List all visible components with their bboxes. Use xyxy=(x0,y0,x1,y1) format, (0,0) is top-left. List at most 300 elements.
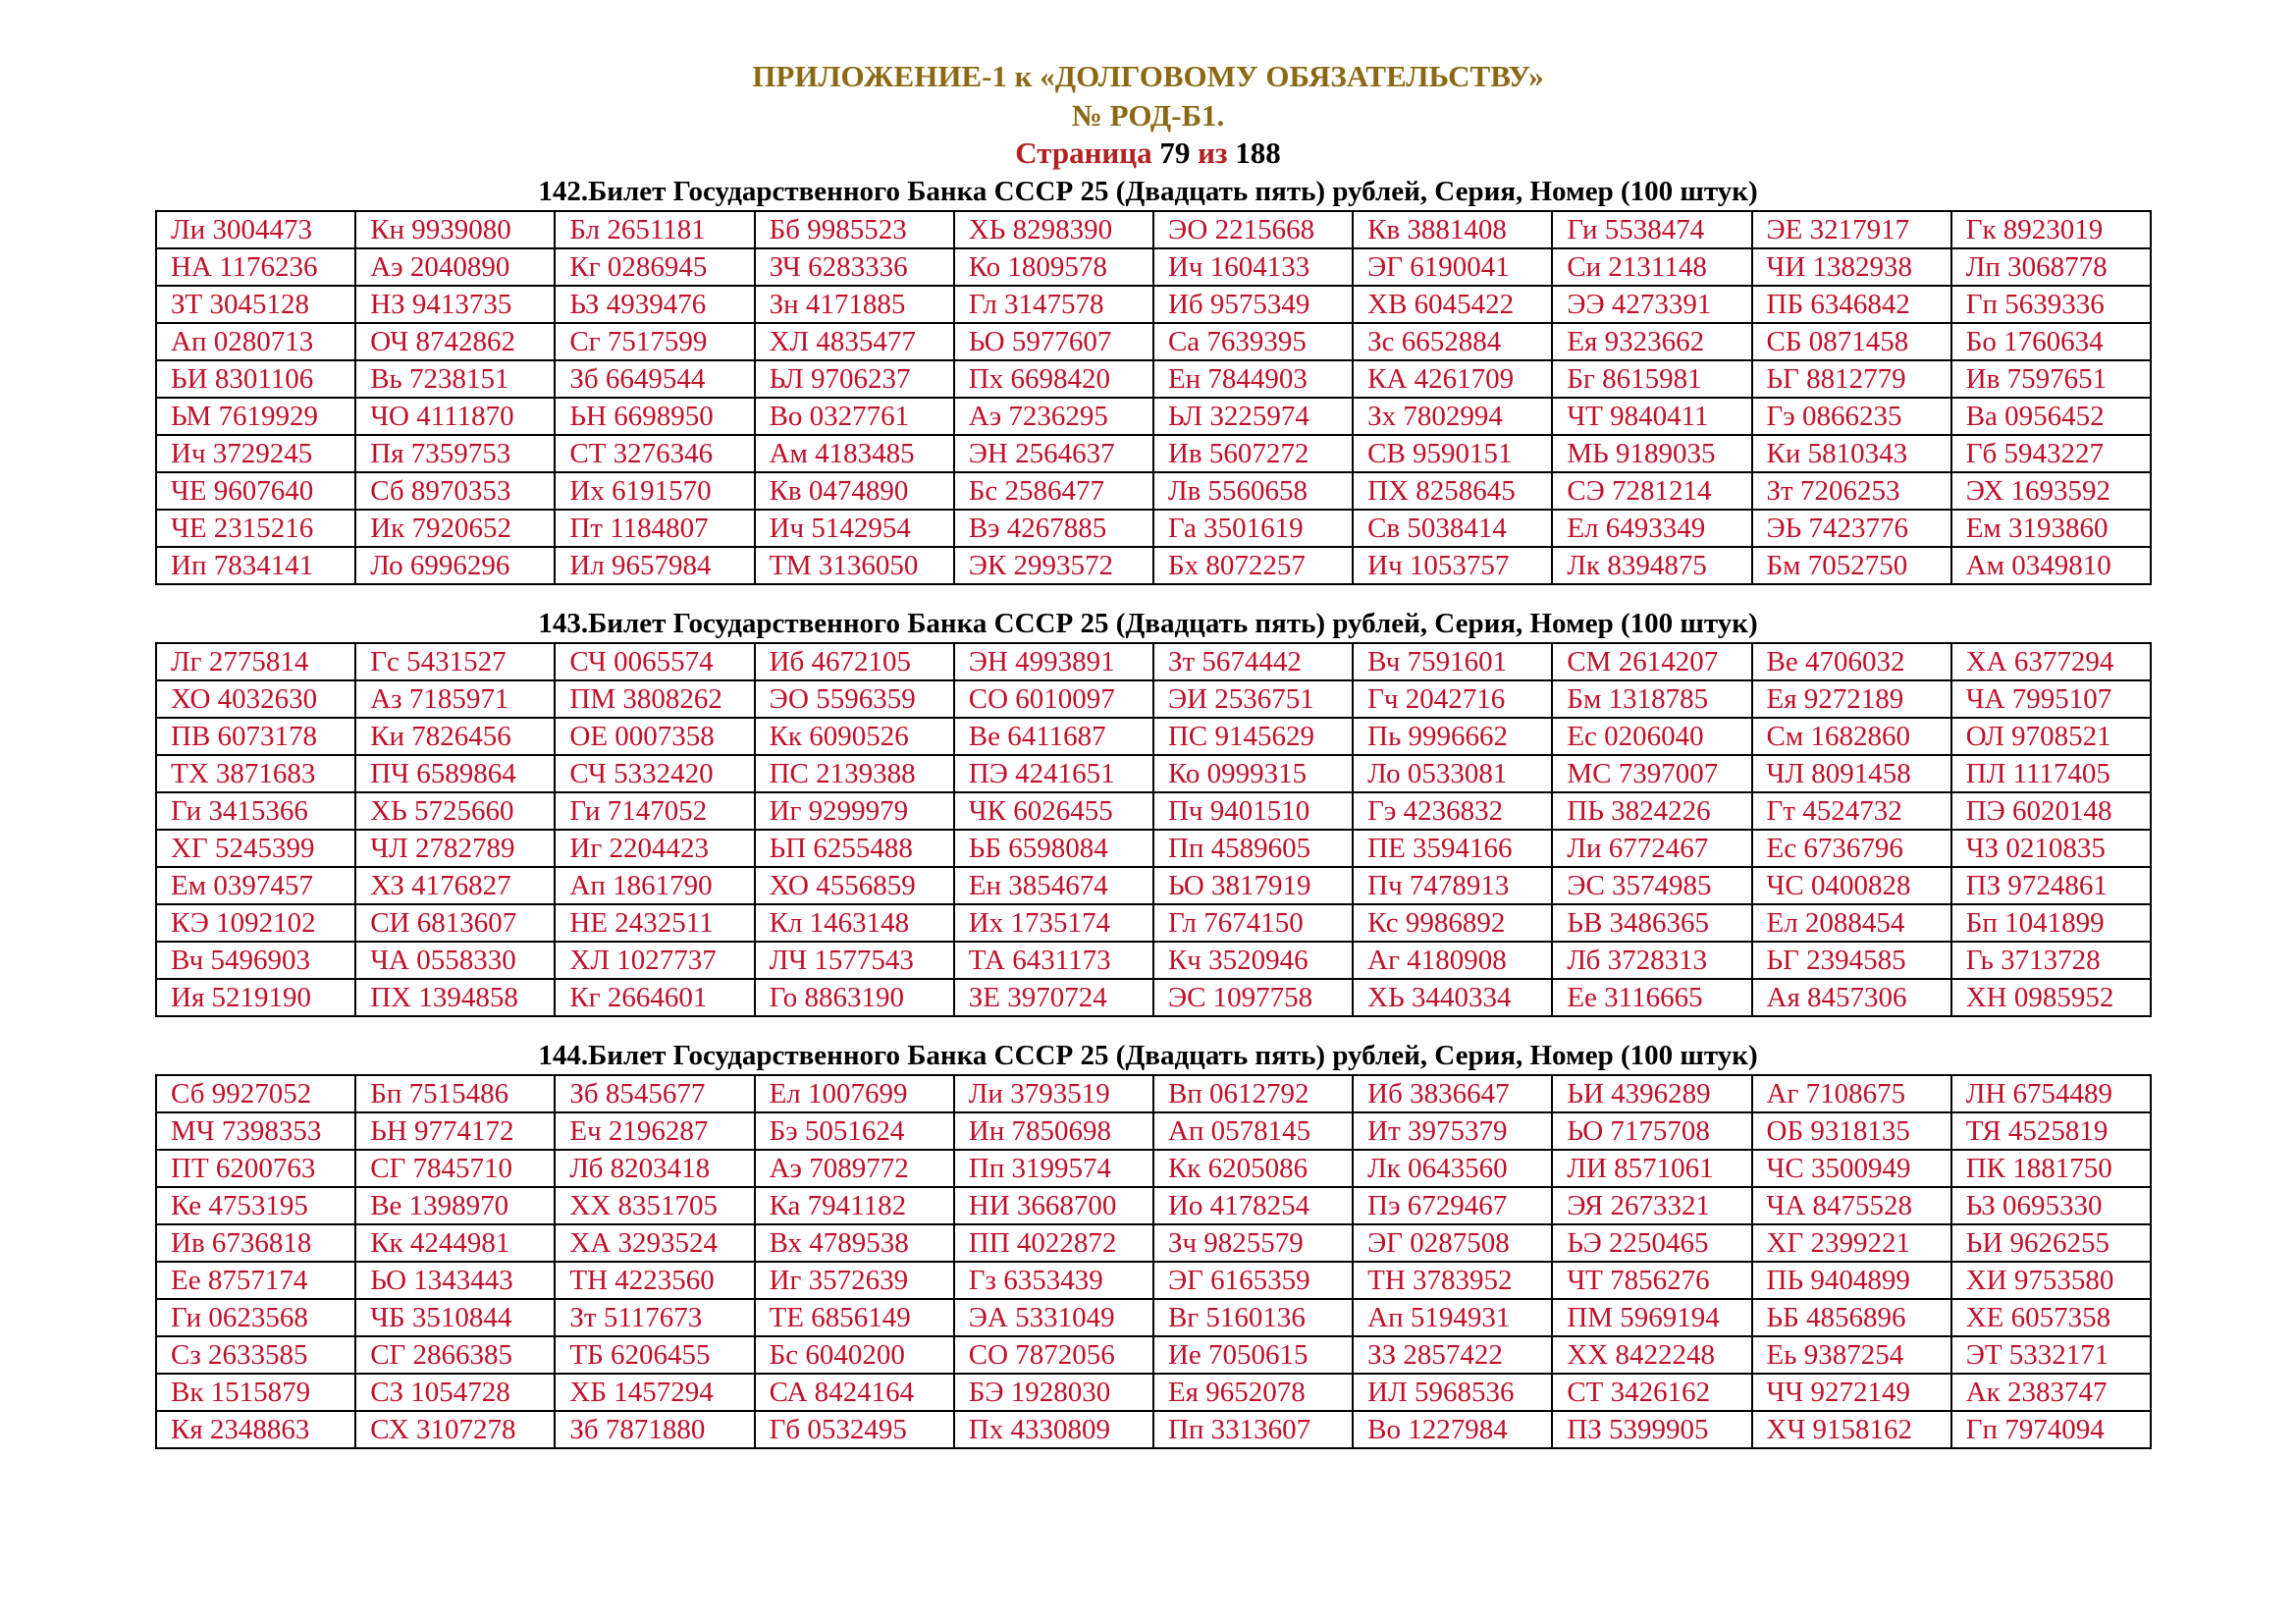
serial-cell: ЛЧ 1577543 xyxy=(755,942,954,979)
serial-cell: ЬН 6698950 xyxy=(555,398,754,435)
serial-cell: Лг 2775814 xyxy=(156,643,355,680)
serial-cell: Кг 0286945 xyxy=(555,248,754,286)
serial-cell: БЭ 1928030 xyxy=(954,1374,1153,1411)
serial-cell: Гч 2042716 xyxy=(1353,680,1552,718)
serial-cell: Аэ 7236295 xyxy=(954,398,1153,435)
serial-cell: Гс 5431527 xyxy=(355,643,555,680)
serial-cell: Зт 7206253 xyxy=(1752,472,1951,510)
serial-cell: Ги 7147052 xyxy=(555,792,754,830)
serial-cell: ТЯ 4525819 xyxy=(1951,1112,2151,1150)
serial-cell: ЛИ 8571061 xyxy=(1552,1150,1751,1187)
serial-cell: СЭ 7281214 xyxy=(1552,472,1751,510)
serial-cell: Ло 0533081 xyxy=(1353,755,1552,792)
serial-cell: ЭА 5331049 xyxy=(954,1299,1153,1336)
table-row xyxy=(156,510,2151,547)
serial-cell: Св 5038414 xyxy=(1353,510,1552,547)
serial-cell: СГ 2866385 xyxy=(355,1336,555,1374)
serial-cell: СЧ 0065574 xyxy=(555,643,754,680)
serial-cell: Сз 2633585 xyxy=(156,1336,355,1374)
serial-cell: ПМ 3808262 xyxy=(555,680,754,718)
serial-cell: Ве 1398970 xyxy=(355,1187,555,1224)
serial-cell: Гл 3147578 xyxy=(954,286,1153,323)
serial-cell: Кв 3881408 xyxy=(1353,211,1552,248)
serial-table-144 xyxy=(155,1074,2152,1449)
table-row xyxy=(156,360,2151,398)
serial-cell: ЭО 2215668 xyxy=(1153,211,1353,248)
serial-cell: Вэ 4267885 xyxy=(954,510,1153,547)
serial-cell: ЭЭ 4273391 xyxy=(1552,286,1751,323)
serial-cell: Ин 7850698 xyxy=(954,1112,1153,1150)
serial-cell: ХГ 5245399 xyxy=(156,830,355,867)
serial-cell: Ак 2383747 xyxy=(1951,1374,2151,1411)
table-row xyxy=(156,323,2151,360)
serial-cell: Вч 7591601 xyxy=(1353,643,1552,680)
serial-cell: Бс 2586477 xyxy=(954,472,1153,510)
serial-cell: ЭТ 5332171 xyxy=(1951,1336,2151,1374)
serial-cell: Лк 0643560 xyxy=(1353,1150,1552,1187)
serial-cell: Ея 9272189 xyxy=(1752,680,1951,718)
serial-cell: Гп 5639336 xyxy=(1951,286,2151,323)
serial-cell: Ес 6736796 xyxy=(1752,830,1951,867)
table-row xyxy=(156,1187,2151,1224)
serial-cell: СЧ 5332420 xyxy=(555,755,754,792)
serial-cell: См 1682860 xyxy=(1752,718,1951,755)
serial-cell: ПП 4022872 xyxy=(954,1224,1153,1262)
serial-cell: Их 6191570 xyxy=(555,472,754,510)
serial-cell: ЬЛ 9706237 xyxy=(755,360,954,398)
serial-cell: ЬО 5977607 xyxy=(954,323,1153,360)
serial-cell: ЧА 8475528 xyxy=(1752,1187,1951,1224)
serial-cell: ЬВ 3486365 xyxy=(1552,904,1751,942)
serial-cell: ЬЭ 2250465 xyxy=(1552,1224,1751,1262)
serial-cell: Го 8863190 xyxy=(755,979,954,1016)
serial-cell: Ич 1053757 xyxy=(1353,547,1552,584)
table-row xyxy=(156,1299,2151,1336)
serial-cell: СО 6010097 xyxy=(954,680,1153,718)
serial-cell: ЬИ 9626255 xyxy=(1951,1224,2151,1262)
serial-cell: ЬБ 6598084 xyxy=(954,830,1153,867)
serial-cell: Гк 8923019 xyxy=(1951,211,2151,248)
serial-cell: ПХ 8258645 xyxy=(1353,472,1552,510)
serial-cell: Пч 7478913 xyxy=(1353,867,1552,904)
serial-cell: Ли 6772467 xyxy=(1552,830,1751,867)
serial-cell: Зт 5117673 xyxy=(555,1299,754,1336)
serial-cell: ПБ 6346842 xyxy=(1752,286,1951,323)
serial-cell: ОЧ 8742862 xyxy=(355,323,555,360)
serial-cell: Ее 3116665 xyxy=(1552,979,1751,1016)
serial-cell: Ип 7834141 xyxy=(156,547,355,584)
serial-cell: ЭГ 6165359 xyxy=(1153,1262,1353,1299)
serial-cell: ПЕ 3594166 xyxy=(1353,830,1552,867)
serial-cell: Ив 5607272 xyxy=(1153,435,1353,472)
serial-cell: ХЬ 3440334 xyxy=(1353,979,1552,1016)
serial-cell: НЕ 2432511 xyxy=(555,904,754,942)
serial-cell: Ам 0349810 xyxy=(1951,547,2151,584)
serial-cell: Ея 9323662 xyxy=(1552,323,1751,360)
serial-cell: ТХ 3871683 xyxy=(156,755,355,792)
serial-cell: ЬО 3817919 xyxy=(1153,867,1353,904)
serial-cell: ХО 4032630 xyxy=(156,680,355,718)
serial-cell: Еч 2196287 xyxy=(555,1112,754,1150)
serial-cell: Кя 2348863 xyxy=(156,1411,355,1448)
serial-cell: Бп 1041899 xyxy=(1951,904,2151,942)
serial-cell: Пт 1184807 xyxy=(555,510,754,547)
serial-cell: СЗ 1054728 xyxy=(355,1374,555,1411)
serial-cell: ХЛ 1027737 xyxy=(555,942,754,979)
serial-cell: ЬО 7175708 xyxy=(1552,1112,1751,1150)
table-row xyxy=(156,1374,2151,1411)
serial-cell: Иг 3572639 xyxy=(755,1262,954,1299)
serial-cell: Си 2131148 xyxy=(1552,248,1751,286)
serial-cell: ТН 4223560 xyxy=(555,1262,754,1299)
serial-cell: Лв 5560658 xyxy=(1153,472,1353,510)
serial-cell: Бм 1318785 xyxy=(1552,680,1751,718)
serial-cell: Ая 8457306 xyxy=(1752,979,1951,1016)
serial-cell: Вь 7238151 xyxy=(355,360,555,398)
serial-cell: ТН 3783952 xyxy=(1353,1262,1552,1299)
serial-cell: ЗЧ 6283336 xyxy=(755,248,954,286)
serial-cell: Бх 8072257 xyxy=(1153,547,1353,584)
serial-cell: СМ 2614207 xyxy=(1552,643,1751,680)
serial-cell: ТМ 3136050 xyxy=(755,547,954,584)
serial-cell: Ич 3729245 xyxy=(156,435,355,472)
serial-cell: Зн 4171885 xyxy=(755,286,954,323)
table-row xyxy=(156,1075,2151,1112)
serial-cell: КА 4261709 xyxy=(1353,360,1552,398)
serial-cell: Пя 7359753 xyxy=(355,435,555,472)
serial-cell: Ие 7050615 xyxy=(1153,1336,1353,1374)
serial-cell: Ес 0206040 xyxy=(1552,718,1751,755)
serial-cell: Ик 7920652 xyxy=(355,510,555,547)
serial-cell: ХЬ 8298390 xyxy=(954,211,1153,248)
serial-cell: Кв 0474890 xyxy=(755,472,954,510)
serial-cell: Ап 5194931 xyxy=(1353,1299,1552,1336)
serial-cell: ПЧ 6589864 xyxy=(355,755,555,792)
serial-cell: Ил 9657984 xyxy=(555,547,754,584)
serial-cell: ЬП 6255488 xyxy=(755,830,954,867)
serial-cell: НИ 3668700 xyxy=(954,1187,1153,1224)
serial-cell: ХЬ 5725660 xyxy=(355,792,555,830)
serial-cell: НА 1176236 xyxy=(156,248,355,286)
serial-cell: ЬЛ 3225974 xyxy=(1153,398,1353,435)
serial-cell: Гп 7974094 xyxy=(1951,1411,2151,1448)
table-row xyxy=(156,718,2151,755)
table-row xyxy=(156,1224,2151,1262)
table-row xyxy=(156,1112,2151,1150)
serial-cell: Аэ 7089772 xyxy=(755,1150,954,1187)
serial-cell: Кч 3520946 xyxy=(1153,942,1353,979)
serial-cell: ПС 2139388 xyxy=(755,755,954,792)
serial-cell: Во 0327761 xyxy=(755,398,954,435)
serial-cell: Кн 9939080 xyxy=(355,211,555,248)
serial-cell: Зч 9825579 xyxy=(1153,1224,1353,1262)
serial-cell: ЭН 2564637 xyxy=(954,435,1153,472)
serial-cell: Ко 0999315 xyxy=(1153,755,1353,792)
serial-cell: Зб 6649544 xyxy=(555,360,754,398)
serial-cell: ЬГ 8812779 xyxy=(1752,360,1951,398)
serial-cell: ПХ 1394858 xyxy=(355,979,555,1016)
serial-cell: СГ 7845710 xyxy=(355,1150,555,1187)
serial-cell: Ко 1809578 xyxy=(954,248,1153,286)
serial-cell: ХИ 9753580 xyxy=(1951,1262,2151,1299)
serial-cell: Ив 7597651 xyxy=(1951,360,2151,398)
serial-cell: ЭЕ 3217917 xyxy=(1752,211,1951,248)
serial-cell: ЬМ 7619929 xyxy=(156,398,355,435)
serial-cell: Ит 3975379 xyxy=(1353,1112,1552,1150)
serial-cell: Бэ 5051624 xyxy=(755,1112,954,1150)
serial-cell: Пп 4589605 xyxy=(1153,830,1353,867)
serial-cell: ЧС 3500949 xyxy=(1752,1150,1951,1187)
serial-cell: Лб 3728313 xyxy=(1552,942,1751,979)
serial-cell: Ея 9652078 xyxy=(1153,1374,1353,1411)
serial-cell: Аг 7108675 xyxy=(1752,1075,1951,1112)
serial-cell: ЬГ 2394585 xyxy=(1752,942,1951,979)
serial-cell: ИЛ 5968536 xyxy=(1353,1374,1552,1411)
serial-cell: Пч 9401510 xyxy=(1153,792,1353,830)
serial-cell: ЧА 0558330 xyxy=(355,942,555,979)
serial-cell: Ее 8757174 xyxy=(156,1262,355,1299)
serial-cell: ЬН 9774172 xyxy=(355,1112,555,1150)
serial-cell: ЬЗ 0695330 xyxy=(1951,1187,2151,1224)
serial-cell: Ли 3793519 xyxy=(954,1075,1153,1112)
serial-cell: Ги 3415366 xyxy=(156,792,355,830)
serial-cell: ЭО 5596359 xyxy=(755,680,954,718)
serial-cell: ХХ 8422248 xyxy=(1552,1336,1751,1374)
serial-cell: ХГ 2399221 xyxy=(1752,1224,1951,1262)
serial-cell: ТА 6431173 xyxy=(954,942,1153,979)
serial-cell: ЭИ 2536751 xyxy=(1153,680,1353,718)
serial-cell: Ел 2088454 xyxy=(1752,904,1951,942)
serial-cell: Бб 9985523 xyxy=(755,211,954,248)
table-row xyxy=(156,398,2151,435)
serial-cell: Ве 4706032 xyxy=(1752,643,1951,680)
page-total: 188 xyxy=(1235,135,1281,170)
serial-cell: Бм 7052750 xyxy=(1752,547,1951,584)
serial-cell: Вч 5496903 xyxy=(156,942,355,979)
serial-cell: Вх 4789538 xyxy=(755,1224,954,1262)
serial-cell: ЬО 1343443 xyxy=(355,1262,555,1299)
table-row xyxy=(156,211,2151,248)
serial-cell: ЬБ 4856896 xyxy=(1752,1299,1951,1336)
serial-cell: Ва 0956452 xyxy=(1951,398,2151,435)
serial-cell: ЭЬ 7423776 xyxy=(1752,510,1951,547)
serial-table-143 xyxy=(155,642,2152,1017)
serial-cell: Пп 3313607 xyxy=(1153,1411,1353,1448)
serial-cell: Ен 3854674 xyxy=(954,867,1153,904)
page-number: 79 xyxy=(1159,135,1191,170)
document-title: ПРИЛОЖЕНИЕ-1 к «ДОЛГОВОМУ ОБЯЗАТЕЛЬСТВУ» xyxy=(752,59,1544,93)
serial-cell: ОЕ 0007358 xyxy=(555,718,754,755)
serial-cell: ПЗ 9724861 xyxy=(1951,867,2151,904)
serial-cell: Са 7639395 xyxy=(1153,323,1353,360)
page-prefix: Страница xyxy=(1015,135,1160,170)
serial-cell: Кк 4244981 xyxy=(355,1224,555,1262)
serial-cell: Ио 4178254 xyxy=(1153,1187,1353,1224)
serial-table-142 xyxy=(155,210,2152,585)
serial-cell: Кс 9986892 xyxy=(1353,904,1552,942)
serial-cell: ХЕ 6057358 xyxy=(1951,1299,2151,1336)
serial-cell: ЧЛ 8091458 xyxy=(1752,755,1951,792)
serial-cell: Сг 7517599 xyxy=(555,323,754,360)
section-title-143: 143.Билет Государственного Банка СССР 25 (Двадцать пять) рублей, Серия, Номер (100 штук) xyxy=(538,608,1758,639)
serial-cell: Сб 9927052 xyxy=(156,1075,355,1112)
serial-cell: Гэ 4236832 xyxy=(1353,792,1552,830)
serial-cell: СИ 6813607 xyxy=(355,904,555,942)
serial-cell: Зх 7802994 xyxy=(1353,398,1552,435)
table-row xyxy=(156,472,2151,510)
serial-cell: ЧЛ 2782789 xyxy=(355,830,555,867)
serial-cell: Ве 6411687 xyxy=(954,718,1153,755)
serial-cell: ХВ 6045422 xyxy=(1353,286,1552,323)
serial-cell: Лп 3068778 xyxy=(1951,248,2151,286)
serial-cell: ПВ 6073178 xyxy=(156,718,355,755)
serial-cell: ХЗ 4176827 xyxy=(355,867,555,904)
serial-cell: Ки 5810343 xyxy=(1752,435,1951,472)
serial-cell: Ки 7826456 xyxy=(355,718,555,755)
serial-cell: ЧТ 7856276 xyxy=(1552,1262,1751,1299)
table-row xyxy=(156,792,2151,830)
serial-cell: Ги 5538474 xyxy=(1552,211,1751,248)
serial-cell: Зб 8545677 xyxy=(555,1075,754,1112)
table-row xyxy=(156,547,2151,584)
serial-cell: ЬИ 4396289 xyxy=(1552,1075,1751,1112)
serial-cell: Ам 4183485 xyxy=(755,435,954,472)
serial-cell: Гз 6353439 xyxy=(954,1262,1153,1299)
serial-cell: СВ 9590151 xyxy=(1353,435,1552,472)
serial-cell: ЭЯ 2673321 xyxy=(1552,1187,1751,1224)
serial-cell: Ли 3004473 xyxy=(156,211,355,248)
serial-cell: Бо 1760634 xyxy=(1951,323,2151,360)
serial-cell: ЗТ 3045128 xyxy=(156,286,355,323)
table-row xyxy=(156,755,2151,792)
serial-cell: ЧЕ 2315216 xyxy=(156,510,355,547)
serial-cell: Зт 5674442 xyxy=(1153,643,1353,680)
serial-cell: Ив 6736818 xyxy=(156,1224,355,1262)
serial-cell: Кк 6090526 xyxy=(755,718,954,755)
serial-cell: ПТ 6200763 xyxy=(156,1150,355,1187)
serial-cell: Пэ 6729467 xyxy=(1353,1187,1552,1224)
serial-cell: Иг 2204423 xyxy=(555,830,754,867)
serial-cell: ЭН 4993891 xyxy=(954,643,1153,680)
serial-cell: ЧС 0400828 xyxy=(1752,867,1951,904)
serial-cell: Ем 0397457 xyxy=(156,867,355,904)
serial-cell: Бп 7515486 xyxy=(355,1075,555,1112)
serial-cell: ОЛ 9708521 xyxy=(1951,718,2151,755)
serial-cell: ЧК 6026455 xyxy=(954,792,1153,830)
serial-cell: ХА 3293524 xyxy=(555,1224,754,1262)
serial-cell: Еь 9387254 xyxy=(1752,1336,1951,1374)
serial-cell: ПМ 5969194 xyxy=(1552,1299,1751,1336)
serial-cell: Гт 4524732 xyxy=(1752,792,1951,830)
serial-cell: Гэ 0866235 xyxy=(1752,398,1951,435)
serial-cell: Пп 3199574 xyxy=(954,1150,1153,1187)
serial-cell: ПЛ 1117405 xyxy=(1951,755,2151,792)
serial-cell: Иг 9299979 xyxy=(755,792,954,830)
page-middle: из xyxy=(1190,135,1236,170)
serial-cell: ЭК 2993572 xyxy=(954,547,1153,584)
serial-cell: ОБ 9318135 xyxy=(1752,1112,1951,1150)
serial-cell: ЬИ 8301106 xyxy=(156,360,355,398)
serial-cell: Ги 0623568 xyxy=(156,1299,355,1336)
table-row xyxy=(156,942,2151,979)
serial-cell: ПЭ 4241651 xyxy=(954,755,1153,792)
document-number: № РОД-Б1. xyxy=(1071,98,1225,133)
serial-cell: Пх 6698420 xyxy=(954,360,1153,398)
serial-cell: Сб 8970353 xyxy=(355,472,555,510)
serial-cell: Ап 1861790 xyxy=(555,867,754,904)
serial-cell: ХА 6377294 xyxy=(1951,643,2151,680)
serial-cell: ПК 1881750 xyxy=(1951,1150,2151,1187)
serial-cell: Ия 5219190 xyxy=(156,979,355,1016)
serial-cell: ХО 4556859 xyxy=(755,867,954,904)
table-row xyxy=(156,904,2151,942)
serial-cell: Лб 8203418 xyxy=(555,1150,754,1187)
table-row xyxy=(156,979,2151,1016)
serial-cell: Пх 4330809 xyxy=(954,1411,1153,1448)
serial-cell: ЧЧ 9272149 xyxy=(1752,1374,1951,1411)
serial-cell: ЧТ 9840411 xyxy=(1552,398,1751,435)
serial-cell: Аэ 2040890 xyxy=(355,248,555,286)
table-row xyxy=(156,248,2151,286)
serial-cell: ЧА 7995107 xyxy=(1951,680,2151,718)
serial-cell: Ке 4753195 xyxy=(156,1187,355,1224)
serial-cell: СА 8424164 xyxy=(755,1374,954,1411)
serial-cell: СТ 3276346 xyxy=(555,435,754,472)
serial-cell: СТ 3426162 xyxy=(1552,1374,1751,1411)
serial-cell: Вп 0612792 xyxy=(1153,1075,1353,1112)
serial-cell: Иб 9575349 xyxy=(1153,286,1353,323)
table-row xyxy=(156,1262,2151,1299)
serial-cell: Зб 7871880 xyxy=(555,1411,754,1448)
serial-cell: Ич 1604133 xyxy=(1153,248,1353,286)
table-row xyxy=(156,1336,2151,1374)
serial-cell: Аз 7185971 xyxy=(355,680,555,718)
serial-cell: ХЧ 9158162 xyxy=(1752,1411,1951,1448)
serial-cell: ЧО 4111870 xyxy=(355,398,555,435)
serial-cell: ПЭ 6020148 xyxy=(1951,792,2151,830)
serial-cell: Ап 0280713 xyxy=(156,323,355,360)
serial-cell: ЧИ 1382938 xyxy=(1752,248,1951,286)
serial-cell: ЭХ 1693592 xyxy=(1951,472,2151,510)
serial-cell: Ен 7844903 xyxy=(1153,360,1353,398)
table-row xyxy=(156,1411,2151,1448)
serial-cell: ХБ 1457294 xyxy=(555,1374,754,1411)
serial-cell: Во 1227984 xyxy=(1353,1411,1552,1448)
serial-cell: ХН 0985952 xyxy=(1951,979,2151,1016)
serial-cell: МС 7397007 xyxy=(1552,755,1751,792)
table-row xyxy=(156,830,2151,867)
serial-cell: ТЕ 6856149 xyxy=(755,1299,954,1336)
serial-cell: Аг 4180908 xyxy=(1353,942,1552,979)
serial-cell: Кг 2664601 xyxy=(555,979,754,1016)
serial-cell: Иб 4672105 xyxy=(755,643,954,680)
serial-cell: Кл 1463148 xyxy=(755,904,954,942)
serial-cell: Бс 6040200 xyxy=(755,1336,954,1374)
serial-cell: ЧБ 3510844 xyxy=(355,1299,555,1336)
serial-cell: Ич 5142954 xyxy=(755,510,954,547)
serial-cell: ЭГ 0287508 xyxy=(1353,1224,1552,1262)
table-row xyxy=(156,643,2151,680)
serial-cell: СХ 3107278 xyxy=(355,1411,555,1448)
table-row xyxy=(156,680,2151,718)
serial-cell: СО 7872056 xyxy=(954,1336,1153,1374)
serial-cell: Гб 5943227 xyxy=(1951,435,2151,472)
serial-cell: ХЛ 4835477 xyxy=(755,323,954,360)
serial-cell: ПЬ 9404899 xyxy=(1752,1262,1951,1299)
serial-cell: Га 3501619 xyxy=(1153,510,1353,547)
serial-cell: Ем 3193860 xyxy=(1951,510,2151,547)
table-row xyxy=(156,867,2151,904)
